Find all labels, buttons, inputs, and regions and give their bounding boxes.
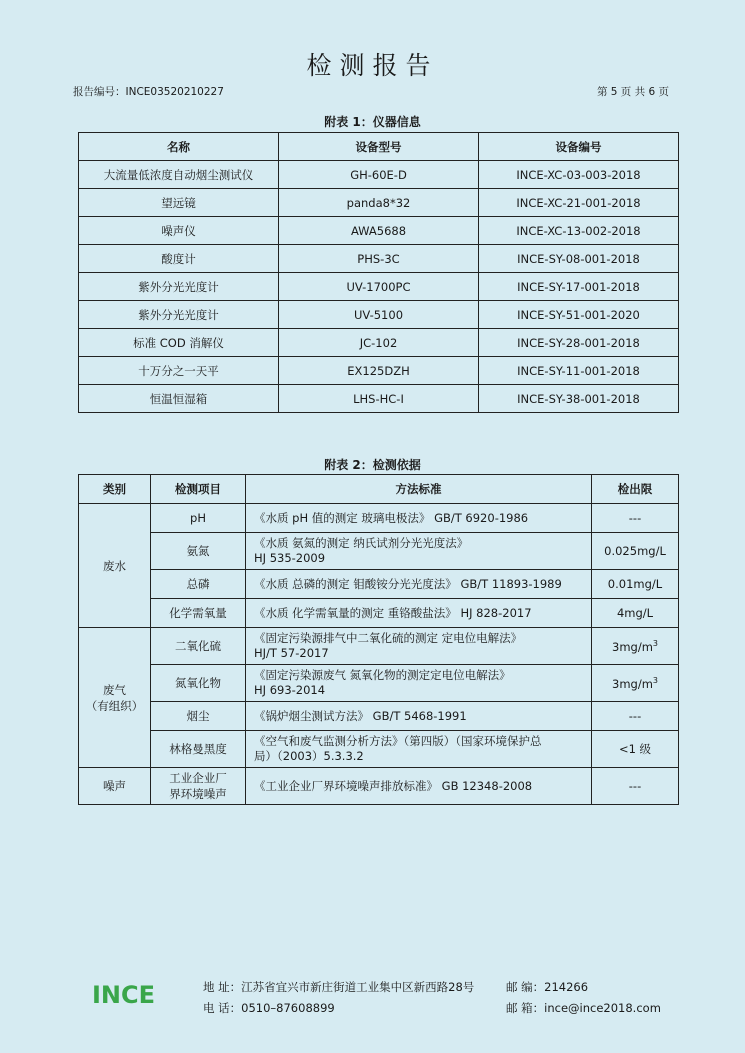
cell-code: INCE-XC-13-002-2018 <box>479 217 679 245</box>
cell-model: UV-5100 <box>279 301 479 329</box>
cell-model: EX125DZH <box>279 357 479 385</box>
table-row <box>79 273 679 301</box>
cell-limit: --- <box>592 702 679 731</box>
footer-email: 邮 箱：ince@ince2018.com <box>506 1001 661 1015</box>
report-number <box>73 84 224 99</box>
cell-item: 林格曼黑度 <box>151 731 246 768</box>
cell-name: 大流量低浓度自动烟尘测试仪 <box>79 161 279 189</box>
table-row <box>79 217 679 245</box>
header-code: 设备编号 <box>479 133 679 161</box>
logo-text: INCE <box>92 981 156 1009</box>
cell-method <box>246 665 592 702</box>
table2-caption: 附表 2：检测依据 <box>324 458 421 472</box>
report-number-label: 报告编号： <box>73 86 126 98</box>
cell-method: 《锅炉烟尘测试方法》 GB/T 5468-1991 <box>246 702 592 731</box>
table-row <box>79 161 679 189</box>
cell-code: INCE-SY-51-001-2020 <box>479 301 679 329</box>
method-line1: 《水质 氨氮的测定 纳氏试剂分光光度法》 <box>254 536 469 550</box>
method-line2: HJ 535-2009 <box>254 551 326 565</box>
cell-limit: --- <box>592 768 679 805</box>
cell-model: GH-60E-D <box>279 161 479 189</box>
header-model: 设备型号 <box>279 133 479 161</box>
cell-name: 标准 COD 消解仪 <box>79 329 279 357</box>
cell-code: INCE-SY-17-001-2018 <box>479 273 679 301</box>
cell-limit: 0.025mg/L <box>592 533 679 570</box>
footer-address: 地 址：江苏省宜兴市新庄街道工业集中区新西路28号 <box>203 980 475 994</box>
table-row <box>79 570 679 599</box>
method-table <box>78 474 679 805</box>
report-number-value: INCE03520210227 <box>125 86 224 98</box>
footer-phone: 电 话：0510–87608899 <box>203 1001 335 1015</box>
cell-item: 二氧化硫 <box>151 628 246 665</box>
cell-name: 紫外分光光度计 <box>79 301 279 329</box>
cell-name: 十万分之一天平 <box>79 357 279 385</box>
limit-value: 3mg/m <box>612 639 653 654</box>
cell-method: 《工业企业厂界环境噪声排放标准》 GB 12348-2008 <box>246 768 592 805</box>
limit-superscript: 3 <box>652 638 658 648</box>
cell-item: 化学需氧量 <box>151 599 246 628</box>
cell-limit: <1 级 <box>592 731 679 768</box>
cell-item: 氮氧化物 <box>151 665 246 702</box>
table-row <box>79 628 679 665</box>
cell-limit <box>592 665 679 702</box>
instrument-table <box>78 132 679 413</box>
cell-item <box>151 768 246 805</box>
page-info: 第 5 页 共 6 页 <box>596 86 669 98</box>
method-line2: HJ 693-2014 <box>254 683 326 697</box>
ince-logo <box>90 978 172 1010</box>
table-row <box>79 329 679 357</box>
cell-name: 望远镜 <box>79 189 279 217</box>
cell-code: INCE-SY-11-001-2018 <box>479 357 679 385</box>
cell-name: 噪声仪 <box>79 217 279 245</box>
header-item: 检测项目 <box>151 475 246 504</box>
cell-code: INCE-XC-03-003-2018 <box>479 161 679 189</box>
cell-name: 恒温恒湿箱 <box>79 385 279 413</box>
category-exhaust-line1: 废气 <box>103 682 126 697</box>
table-row <box>79 189 679 217</box>
cell-method <box>246 731 592 768</box>
header-limit: 检出限 <box>592 475 679 504</box>
header-name: 名称 <box>79 133 279 161</box>
cell-model: AWA5688 <box>279 217 479 245</box>
table-row <box>79 731 679 768</box>
cell-model: panda8*32 <box>279 189 479 217</box>
header-category: 类别 <box>79 475 151 504</box>
cell-method <box>246 533 592 570</box>
cell-item: pH <box>151 504 246 533</box>
table-row <box>79 504 679 533</box>
item-line2: 界环境噪声 <box>169 787 227 801</box>
method-line1: 《固定污染源排气中二氧化硫的测定 定电位电解法》 <box>254 631 523 645</box>
page-title: 检测报告 <box>306 51 439 80</box>
cell-model: UV-1700PC <box>279 273 479 301</box>
table-row <box>79 245 679 273</box>
cell-limit <box>592 628 679 665</box>
method-line1: 《固定污染源废气 氮氧化物的测定定电位电解法》 <box>254 668 511 682</box>
header-method: 方法标准 <box>246 475 592 504</box>
cell-code: INCE-SY-08-001-2018 <box>479 245 679 273</box>
cell-model: LHS-HC-I <box>279 385 479 413</box>
cell-model: JC-102 <box>279 329 479 357</box>
table-row <box>79 385 679 413</box>
cell-method: 《水质 pH 值的测定 玻璃电极法》 GB/T 6920-1986 <box>246 504 592 533</box>
table-row <box>79 533 679 570</box>
table-row <box>79 665 679 702</box>
cell-limit: --- <box>592 504 679 533</box>
table-row <box>79 301 679 329</box>
cell-item: 总磷 <box>151 570 246 599</box>
table-row <box>79 599 679 628</box>
cell-limit: 0.01mg/L <box>592 570 679 599</box>
category-wastewater: 废水 <box>79 504 151 628</box>
table-row <box>79 768 679 805</box>
table-header-row <box>79 133 679 161</box>
cell-code: INCE-SY-28-001-2018 <box>479 329 679 357</box>
cell-item: 烟尘 <box>151 702 246 731</box>
cell-name: 酸度计 <box>79 245 279 273</box>
cell-code: INCE-SY-38-001-2018 <box>479 385 679 413</box>
footer-zip: 邮 编：214266 <box>506 980 589 994</box>
cell-name: 紫外分光光度计 <box>79 273 279 301</box>
method-line2: 局）（2003）5.3.3.2 <box>254 749 364 763</box>
cell-method: 《水质 化学需氧量的测定 重铬酸盐法》 HJ 828-2017 <box>246 599 592 628</box>
item-line1: 工业企业厂 <box>169 771 227 785</box>
category-exhaust <box>79 628 151 768</box>
table-row <box>79 357 679 385</box>
category-exhaust-line2: （有组织） <box>85 698 144 713</box>
table-header-row <box>79 475 679 504</box>
limit-superscript: 3 <box>652 675 658 685</box>
category-noise: 噪声 <box>79 768 151 805</box>
table-row <box>79 702 679 731</box>
table1-caption: 附表 1：仪器信息 <box>324 115 421 129</box>
method-line1: 《空气和废气监测分析方法》（第四版）（国家环境保护总 <box>254 734 542 748</box>
cell-model: PHS-3C <box>279 245 479 273</box>
cell-item: 氨氮 <box>151 533 246 570</box>
method-line2: HJ/T 57-2017 <box>254 646 329 660</box>
cell-method <box>246 628 592 665</box>
cell-code: INCE-XC-21-001-2018 <box>479 189 679 217</box>
cell-limit: 4mg/L <box>592 599 679 628</box>
cell-method: 《水质 总磷的测定 钼酸铵分光光度法》 GB/T 11893-1989 <box>246 570 592 599</box>
limit-value: 3mg/m <box>612 676 653 691</box>
